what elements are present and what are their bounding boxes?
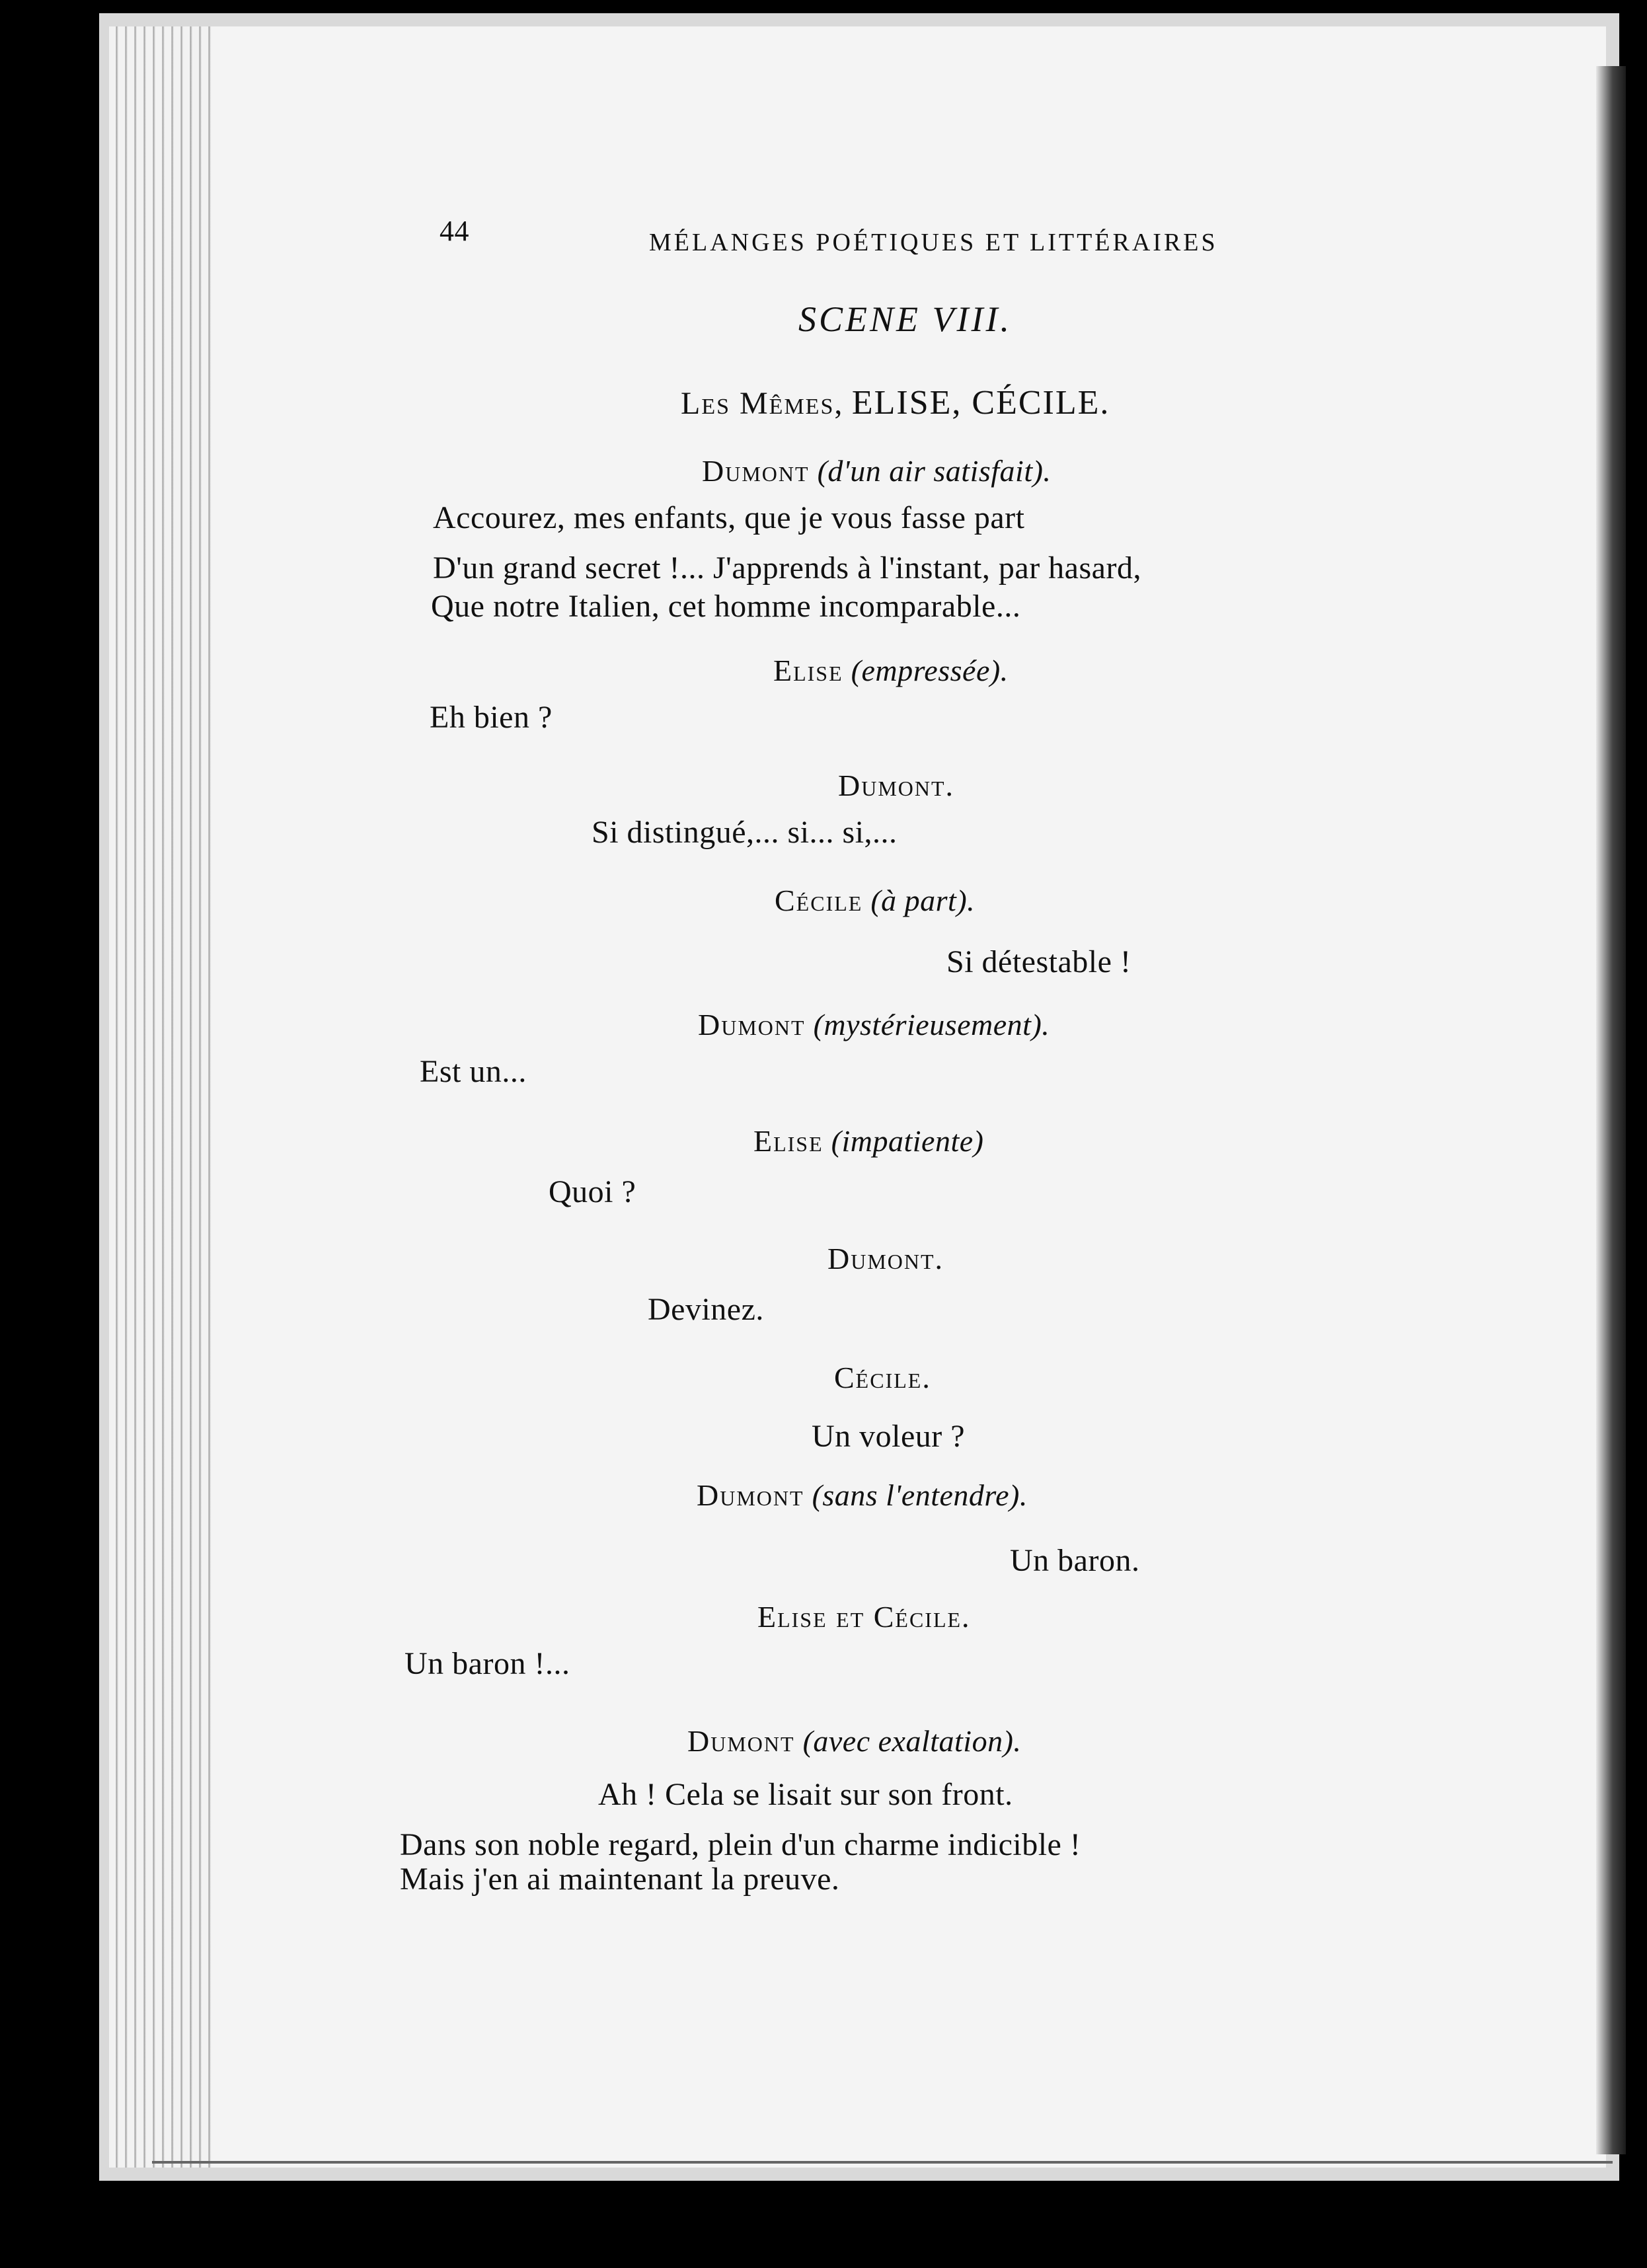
stage-direction: (impatiente) — [831, 1124, 984, 1158]
speaker-dumont-4: Dumont. — [827, 1242, 944, 1275]
stage-direction: (sans l'entendre). — [812, 1478, 1028, 1512]
verse-line: Un baron !... — [404, 1646, 570, 1681]
speaker-name: Dumont — [698, 1008, 806, 1041]
speaker-dumont-3 — [698, 1010, 1050, 1040]
stage-direction: (avec exaltation). — [802, 1724, 1022, 1758]
verse-line: Est un... — [420, 1054, 527, 1089]
verse-line: Que notre Italien, cet homme incomparable... — [431, 589, 1021, 624]
speaker-elise-1 — [773, 656, 1009, 686]
speaker-name: Dumont — [687, 1724, 795, 1758]
speaker-cecile-2: Cécile. — [834, 1361, 931, 1394]
speaker-name: Dumont — [702, 454, 810, 488]
speaker-dumont-5 — [697, 1480, 1028, 1511]
verse-line: Si distingué,... si... si,... — [592, 815, 898, 850]
verse-line: Un baron. — [1010, 1543, 1140, 1578]
speaker-elise-cecile: Elise et Cécile. — [757, 1600, 971, 1634]
speaker-name: Elise — [753, 1124, 824, 1158]
stage-direction: (empressée). — [851, 654, 1009, 687]
stage-direction: (à part). — [870, 884, 976, 917]
speaker-dumont-6 — [687, 1726, 1021, 1757]
cast-prefix: Les Mêmes, — [681, 386, 844, 421]
speaker-name: Cécile — [775, 884, 863, 917]
speaker-name: Elise — [773, 654, 843, 687]
stage-direction: (d'un air satisfait). — [817, 454, 1052, 488]
cast-list — [681, 386, 1110, 420]
verse-line: Un voleur ? — [812, 1419, 966, 1454]
speaker-dumont-1 — [702, 456, 1051, 486]
scene-title: SCENE VIII. — [798, 299, 1012, 339]
verse-line: Si détestable ! — [946, 944, 1131, 979]
verse-line: Quoi ? — [549, 1174, 636, 1209]
stage-direction: (mystérieusement). — [813, 1008, 1050, 1041]
verse-line: Accourez, mes enfants, que je vous fasse part — [433, 500, 1025, 535]
speaker-cecile-1 — [775, 886, 975, 916]
speaker-dumont-2: Dumont. — [838, 769, 955, 802]
bottom-edge — [152, 2161, 1613, 2164]
verse-line: Ah ! Cela se lisait sur son front. — [598, 1777, 1013, 1812]
page-edges — [109, 26, 215, 2168]
running-title: MÉLANGES POÉTIQUES ET LITTÉRAIRES — [649, 229, 1218, 256]
verse-line: Eh bien ? — [430, 700, 553, 735]
speaker-elise-2 — [753, 1126, 983, 1156]
gutter-shadow — [1596, 66, 1626, 2154]
verse-line: D'un grand secret !... J'apprends à l'instant, par hasard, — [433, 550, 1141, 586]
verse-line: Mais j'en ai maintenant la preuve. — [400, 1862, 840, 1897]
speaker-name: Dumont — [697, 1478, 804, 1512]
verse-line: Devinez. — [648, 1292, 764, 1327]
cast-names: ELISE, CÉCILE. — [851, 384, 1110, 422]
page-number: 44 — [440, 215, 469, 247]
verse-line: Dans son noble regard, plein d'un charme indicible ! — [400, 1827, 1081, 1862]
